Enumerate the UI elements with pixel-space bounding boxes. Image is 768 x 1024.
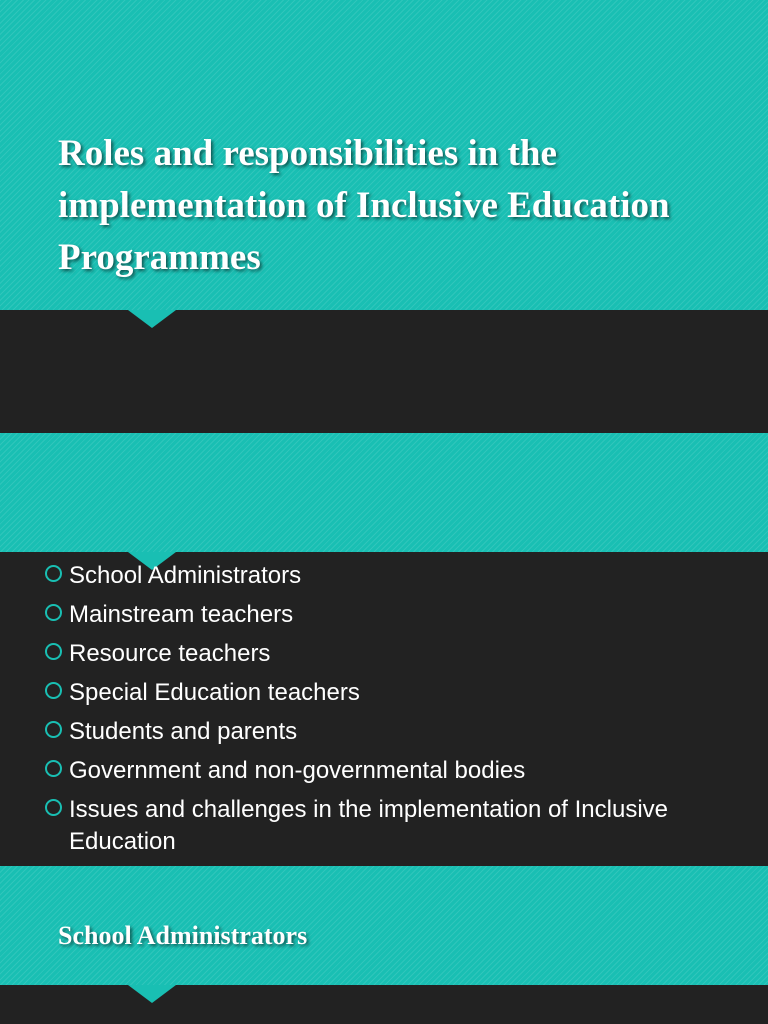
bullet-item-resource-teachers (42, 638, 752, 670)
bullet-item-school-administrators (42, 560, 752, 592)
hollow-circle-icon (45, 799, 62, 816)
bullet-text: Special Education teachers (69, 679, 360, 706)
slide3-band-notch (128, 985, 176, 1003)
hollow-circle-icon (45, 760, 62, 777)
bullet-text: Government and non-governmental bodies (69, 757, 526, 784)
hollow-circle-icon (45, 682, 62, 699)
bullet-text: Mainstream teachers (69, 601, 294, 628)
bullet-text: Issues and challenges in the implementation of Inclusive Education (69, 796, 669, 855)
slide2-title-band (0, 433, 768, 552)
hollow-circle-icon (45, 565, 62, 582)
bullet-text: Students and parents (69, 718, 298, 745)
bullet-text: School Administrators (69, 562, 302, 589)
bullet-item-government-bodies (42, 755, 752, 787)
slide1-content-area (0, 310, 768, 433)
slide3-content-area (0, 985, 768, 1024)
hollow-circle-icon (45, 604, 62, 621)
bullet-item-students-and-parents (42, 716, 752, 748)
slide1-band-notch (128, 310, 176, 328)
bullet-item-issues-and-challenges (42, 794, 752, 858)
slide1-title: Roles and responsibilities in the implementation of Inclusive Education Programmes (58, 133, 670, 278)
bullet-item-mainstream-teachers (42, 599, 752, 631)
bullet-text: Resource teachers (69, 640, 271, 667)
slide3-title: School Administrators (58, 921, 308, 950)
hollow-circle-icon (45, 721, 62, 738)
bullet-item-special-education-teachers (42, 677, 752, 709)
slide2-bullet-list (42, 560, 752, 865)
hollow-circle-icon (45, 643, 62, 660)
